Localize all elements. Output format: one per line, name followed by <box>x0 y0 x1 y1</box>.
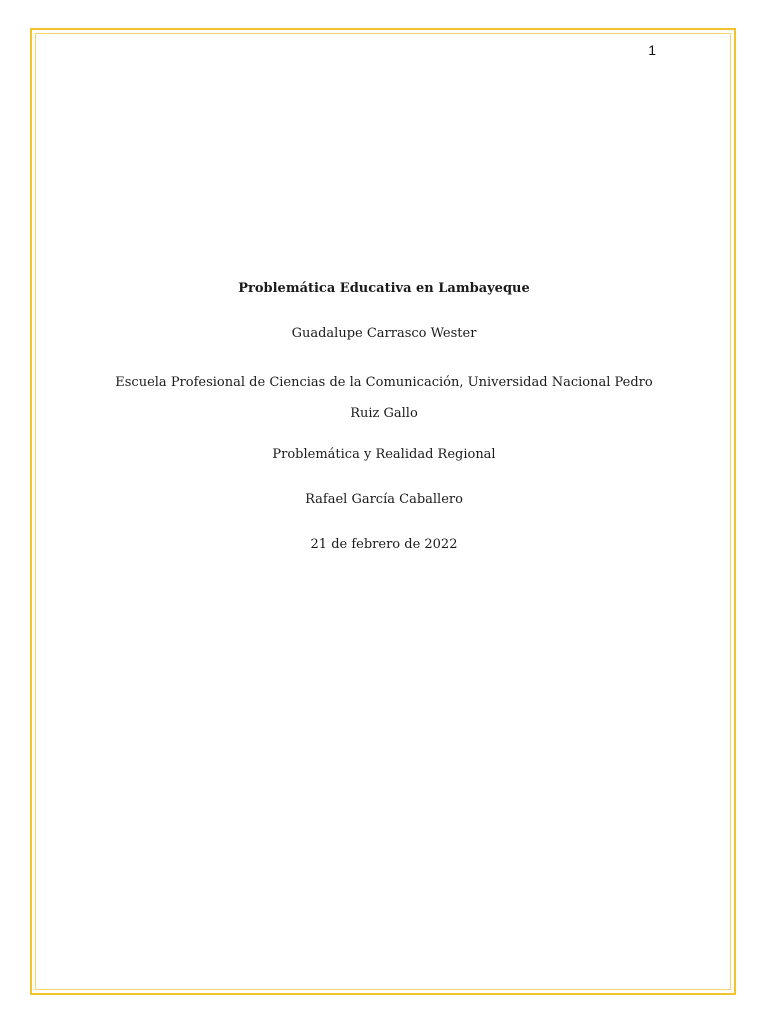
submission-date: 21 de febrero de 2022 <box>310 537 458 552</box>
paper-title: Problemática Educativa en Lambayeque <box>238 281 530 296</box>
instructor-name: Rafael García Caballero <box>305 492 463 507</box>
page-number: 1 <box>648 42 656 58</box>
institution-affiliation: Escuela Profesional de Ciencias de la Comunicación, Universidad Nacional Pedro Ruiz Gallo <box>115 375 653 421</box>
author-name: Guadalupe Carrasco Wester <box>291 326 477 341</box>
title-page-content <box>104 277 664 556</box>
course-name: Problemática y Realidad Regional <box>272 447 496 462</box>
